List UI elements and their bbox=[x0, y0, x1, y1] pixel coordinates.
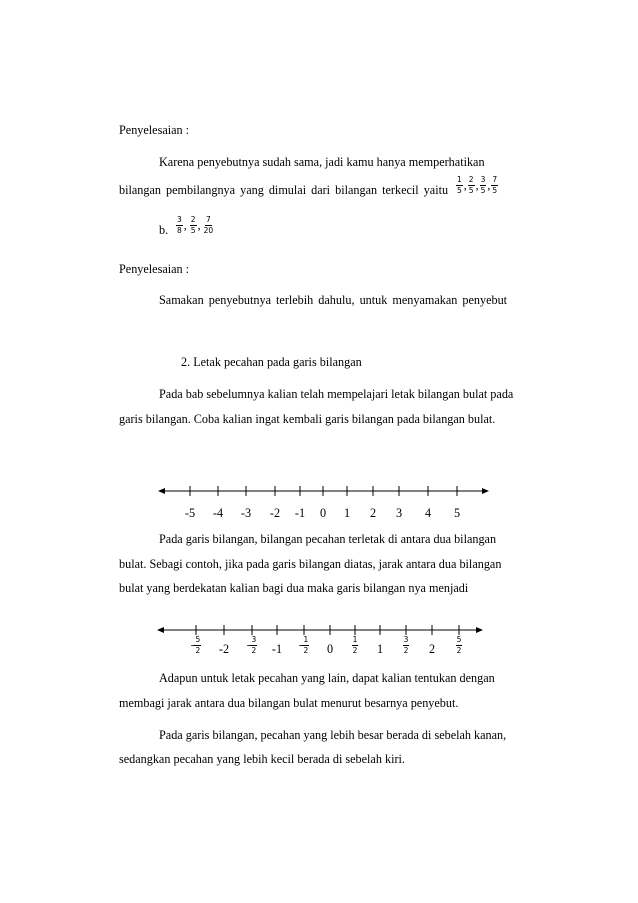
paragraph-4-line-3: bulat yang berdekatan kalian bagi dua maka garis bilangan nya menjadi bbox=[119, 581, 469, 595]
fraction-numerator: 3 bbox=[177, 215, 182, 224]
fraction-numerator: 7 bbox=[205, 215, 211, 224]
fraction-denominator: 2 bbox=[195, 645, 201, 655]
fraction-separator: , bbox=[475, 177, 479, 192]
number-line-1-label: -1 bbox=[294, 506, 306, 520]
fraction-numerator: 2 bbox=[468, 175, 474, 184]
paragraph-1-line-1: Karena penyebutnya sudah sama, jadi kamu hanya memperhatikan bbox=[159, 155, 485, 169]
number-line-1-label: -2 bbox=[269, 506, 281, 520]
number-line-1-label: 5 bbox=[453, 506, 461, 520]
number-line-1-label: 0 bbox=[319, 506, 327, 520]
fraction-label bbox=[352, 636, 359, 654]
paragraph-3-line-2: garis bilangan. Coba kalian ingat kembali garis bilangan pada bilangan bulat. bbox=[119, 412, 496, 426]
section-heading: 2. Letak pecahan pada garis bilangan bbox=[181, 355, 362, 369]
fraction-denominator: 2 bbox=[456, 645, 462, 655]
fraction-separator: , bbox=[487, 177, 491, 192]
number-line-1-label: -3 bbox=[240, 506, 252, 520]
fraction-label bbox=[456, 636, 463, 654]
fraction-numerator: 1 bbox=[303, 635, 309, 644]
fraction-sign: - bbox=[246, 639, 251, 651]
number-line-1-left-arrow bbox=[158, 488, 165, 494]
fraction-sign: - bbox=[298, 639, 303, 651]
solution-label-1: Penyelesaian : bbox=[119, 123, 190, 137]
number-line-2-right-arrow bbox=[476, 627, 483, 633]
fraction-denominator: 5 bbox=[190, 225, 196, 235]
integer-label: -1 bbox=[271, 642, 283, 656]
fraction-denominator: 5 bbox=[468, 185, 474, 195]
paragraph-6-line-1: Pada garis bilangan, pecahan yang lebih besar berada di sebelah kanan, bbox=[159, 728, 507, 742]
fraction-denominator: 2 bbox=[403, 645, 409, 655]
integer-label: -2 bbox=[218, 642, 230, 656]
paragraph-6-line-2: sedangkan pecahan yang lebih kecil berada di sebelah kiri. bbox=[119, 752, 405, 766]
paragraph-1-line-2: bilangan pembilangnya yang dimulai dari bilangan terkecil yaitu bbox=[119, 183, 449, 197]
fraction-denominator: 5 bbox=[480, 185, 486, 195]
number-line-1-label: -4 bbox=[212, 506, 224, 520]
fraction-separator: , bbox=[197, 217, 201, 232]
fraction-numerator: 3 bbox=[251, 635, 257, 644]
paragraph-5-line-1: Adapun untuk letak pecahan yang lain, dapat kalian tentukan dengan bbox=[159, 671, 495, 685]
fraction-denominator: 5 bbox=[492, 185, 498, 195]
fraction-separator: , bbox=[183, 217, 187, 232]
integer-label: 0 bbox=[326, 642, 334, 656]
solution-label-2: Penyelesaian : bbox=[119, 262, 190, 276]
paragraph-3-line-1: Pada bab sebelumnya kalian telah mempelajari letak bilangan bulat pada bbox=[159, 387, 514, 401]
number-line-1-label: 4 bbox=[424, 506, 432, 520]
integer-label: 1 bbox=[376, 642, 384, 656]
fraction-numerator: 3 bbox=[403, 635, 409, 644]
fraction-denominator: 2 bbox=[352, 645, 358, 655]
fraction-denominator: 8 bbox=[177, 225, 182, 235]
fraction-separator: , bbox=[463, 177, 467, 192]
fraction-sign: - bbox=[190, 639, 195, 651]
integer-label: 2 bbox=[428, 642, 436, 656]
fraction-numerator: 5 bbox=[456, 635, 462, 644]
number-line-1-label: 3 bbox=[395, 506, 403, 520]
fraction-numerator: 2 bbox=[190, 215, 196, 224]
number-line-2-label bbox=[439, 636, 479, 654]
paragraph-5-line-2: membagi jarak antara dua bilangan bulat menurut besarnya penyebut. bbox=[119, 696, 459, 710]
paragraph-4-line-2: bulat. Sebagi contoh, jika pada garis bilangan diatas, jarak antara dua bilangan bbox=[119, 557, 502, 571]
fraction-denominator: 2 bbox=[303, 645, 309, 655]
paragraph-2: Samakan penyebutnya terlebih dahulu, untuk menyamakan penyebut bbox=[159, 293, 508, 307]
fraction-label bbox=[302, 636, 309, 654]
fraction-numerator: 1 bbox=[457, 175, 462, 184]
number-line-1-label: 1 bbox=[343, 506, 351, 520]
paragraph-4-line-1: Pada garis bilangan, bilangan pecahan terletak di antara dua bilangan bbox=[159, 532, 497, 546]
fraction-numerator: 1 bbox=[352, 635, 358, 644]
fraction-numerator: 5 bbox=[195, 635, 201, 644]
fraction-denominator: 2 bbox=[251, 645, 257, 655]
fraction-label bbox=[194, 636, 201, 654]
fraction-label bbox=[403, 636, 410, 654]
number-line-2-left-arrow bbox=[157, 627, 164, 633]
fraction-denominator: 5 bbox=[457, 185, 462, 195]
number-line-1-right-arrow bbox=[482, 488, 489, 494]
fraction-numerator: 7 bbox=[492, 175, 498, 184]
item-b-label: b. bbox=[159, 223, 169, 237]
number-line-1-label: -5 bbox=[184, 506, 196, 520]
fraction-denominator: 20 bbox=[203, 225, 214, 235]
number-line-1-label: 2 bbox=[369, 506, 377, 520]
fraction-numerator: 3 bbox=[480, 175, 486, 184]
